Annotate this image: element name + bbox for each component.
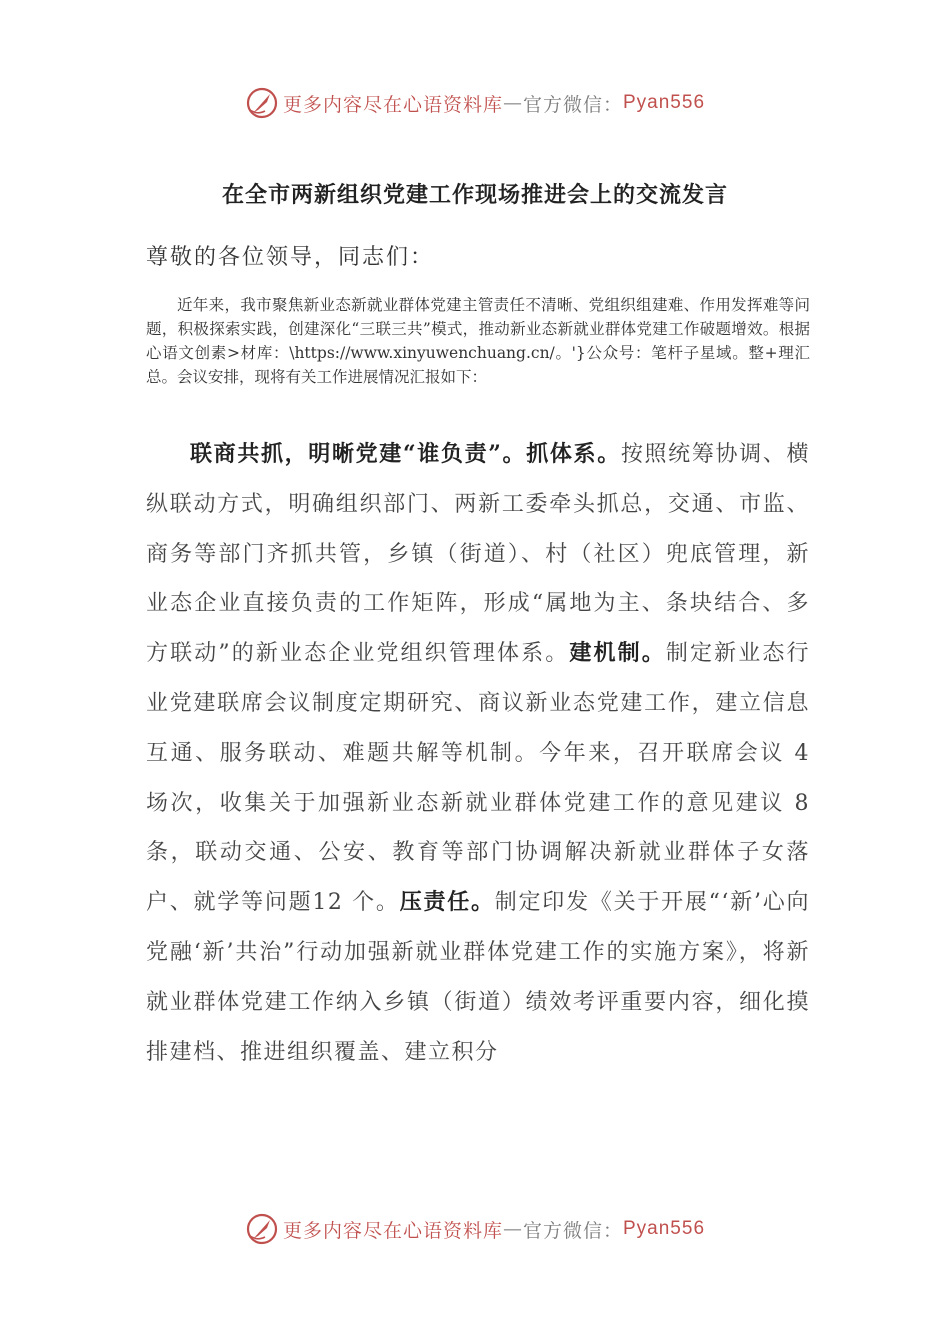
quill-logo-icon bbox=[245, 1212, 279, 1246]
watermark-text: 更多内容尽在心语资料库 bbox=[282, 1219, 503, 1242]
document-title: 在全市两新组织党建工作现场推进会上的交流发言 bbox=[221, 183, 728, 208]
intro-paragraph: 近年来，我市聚焦新业态新就业群体党建主管责任不清晰、党组织组建难、作用发挥难等问题，积极探索实践，创建深化“三联三共”模式，推动新业态新就业群体党建工作破题增效。根据心语文创素>材库：\https://www.xinyuwenchuang.cn/。'}公众号：笔杆子星域。整+理汇总。会议安排，现将有关工作进展情况汇报如下： bbox=[146, 296, 810, 386]
quill-logo-icon bbox=[245, 86, 279, 120]
watermark-text: 更多内容尽在心语资料库 bbox=[282, 93, 503, 116]
system-text: 按照统筹协调、横纵联动方式，明确组织部门、两新工委牵头抓总，交通、市监、商务等部门齐抓共管，乡镇（街道）、村（社区）兜底管理，新业态企业直接负责的工作矩阵，形成“属地为主、条块结合、多方联动”的新业态企业党组织管理体系。 bbox=[146, 442, 810, 667]
watermark-official-label: 官方微信： bbox=[522, 1219, 623, 1242]
watermark-official-label: 官方微信： bbox=[522, 93, 623, 116]
footer-watermark bbox=[0, 1212, 950, 1246]
responsibility-text: 制定印发《关于开展“‘新’心向党融‘新’共治”行动加强新就业群体党建工作的实施方案》，将新就业群体党建工作纳入乡镇（街道）绩效考评重要内容，细化摸排建档、推进组织覆盖、建立积分 bbox=[146, 890, 810, 1065]
subheading-system: 抓体系。 bbox=[526, 441, 621, 467]
mechanism-text: 制定新业态行业党建联席会议制度定期研究、商议新业态党建工作，建立信息互通、服务联动、难题共解等机制。今年来，召开联席会议 4 场次，收集关于加强新业态新就业群体党建工作的意见建议 8 条，联动交通、公安、教育等部门协调解决新就业群体子女落户、就学等问题12 个。 bbox=[146, 641, 810, 916]
subheading-mechanism: 建机制。 bbox=[569, 640, 666, 667]
subheading-responsibility: 压责任。 bbox=[399, 889, 495, 916]
watermark-wechat-id: Pyan556 bbox=[623, 1218, 706, 1239]
greeting: 尊敬的各位领导，同志们： bbox=[146, 245, 435, 270]
section-heading: 联商共抓，明晰党建“谁负责”。 bbox=[190, 441, 527, 467]
watermark-separator: — bbox=[502, 92, 523, 114]
watermark-separator: — bbox=[502, 1218, 523, 1240]
header-watermark bbox=[0, 86, 950, 120]
body-paragraph bbox=[146, 430, 810, 1077]
watermark-wechat-id: Pyan556 bbox=[623, 92, 706, 113]
